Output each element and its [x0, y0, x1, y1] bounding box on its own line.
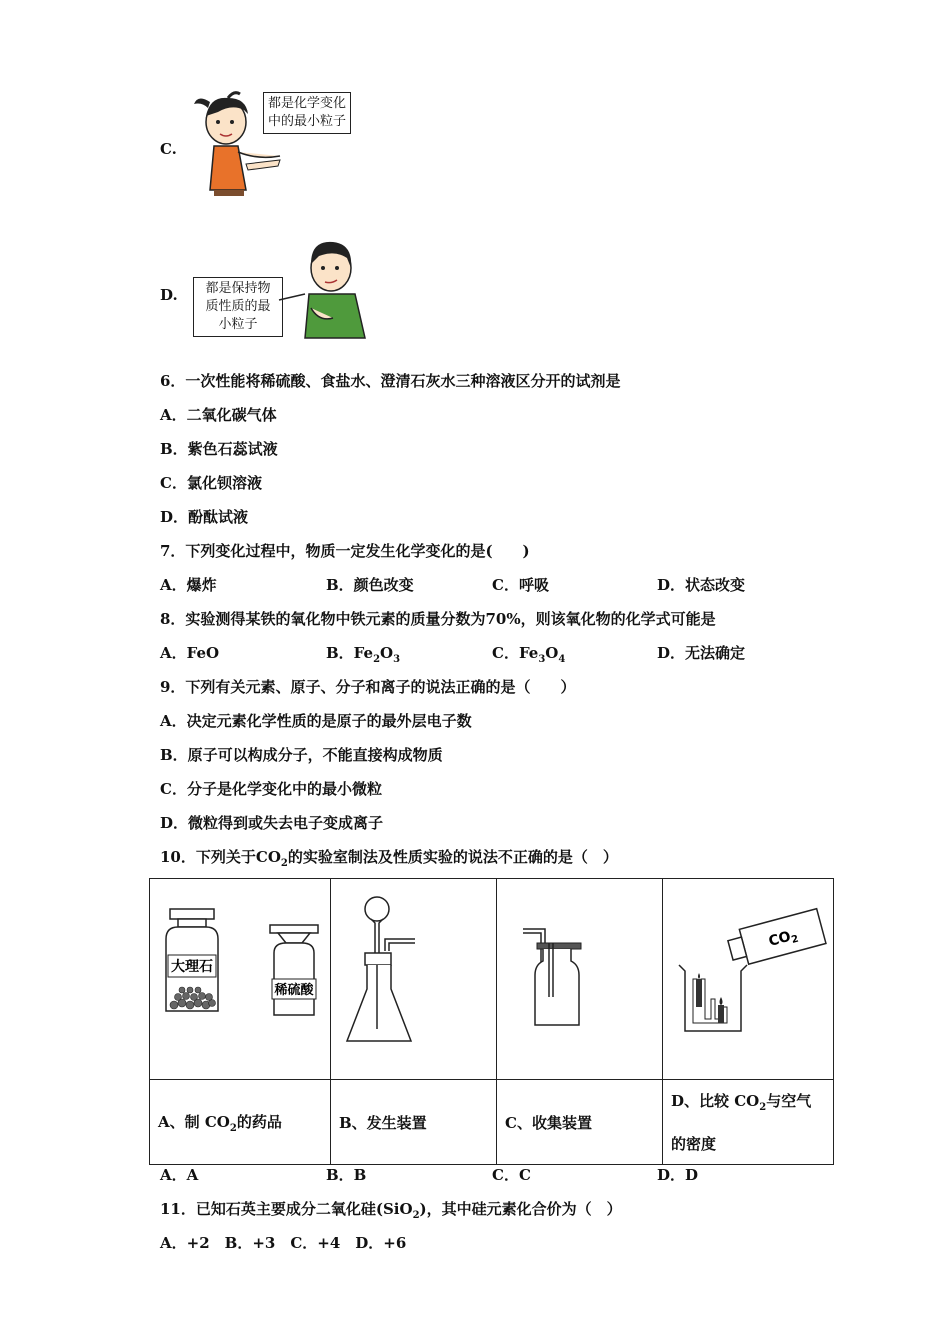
- reagent-bottles-diagram: [150, 879, 330, 1075]
- q10-stem: 10．下列关于$CO_2$的实验室制法及性质实验的说法不正确的是（ ）: [160, 848, 618, 869]
- density-comparison-diagram: [663, 879, 833, 1075]
- q10-option-d: D．D: [657, 1166, 699, 1184]
- generation-apparatus-diagram: [331, 879, 496, 1075]
- generator-image-cell: [331, 879, 497, 1080]
- q7-option-b: B．颜色改变: [326, 576, 414, 594]
- caption-c: C、收集装置: [497, 1080, 663, 1165]
- q10-option-b: B．B: [326, 1166, 367, 1184]
- q7-option-d: D．状态改变: [657, 576, 746, 594]
- acid-label: 稀硫酸: [274, 983, 314, 998]
- q10-option-c: C．C: [492, 1166, 531, 1184]
- q11-stem: 11．已知石英主要成分二氧化硅(SiO$_2$)，其中硅元素化合价为（ ）: [160, 1200, 622, 1221]
- caption-d: D、比较 $CO_2$与空气 的密度: [663, 1080, 834, 1165]
- q8-option-d: D．无法确定: [657, 644, 746, 662]
- q9-stem: 9．下列有关元素、原子、分子和离子的说法正确的是（ ）: [160, 678, 576, 696]
- q6-option-a: A．二氧化碳气体: [160, 406, 277, 424]
- q9-option-c: C．分子是化学变化中的最小微粒: [160, 780, 382, 798]
- marble-label: 大理石: [171, 959, 213, 975]
- caption-b: B、发生装置: [331, 1080, 497, 1165]
- bubble-d-line3: 小粒子: [218, 317, 258, 332]
- q5-option-d-label: D.: [160, 286, 178, 304]
- q9-option-b: B．原子可以构成分子，不能直接构成物质: [160, 746, 443, 764]
- q8-stem: 8．实验测得某铁的氧化物中铁元素的质量分数为70%，则该氧化物的化学式可能是: [160, 610, 716, 628]
- q9-option-a: A．决定元素化学性质的是原子的最外层电子数: [160, 712, 472, 730]
- collector-image-cell: [497, 879, 663, 1080]
- q6-option-b: B．紫色石蕊试液: [160, 440, 278, 458]
- q6-option-c: C．氯化钡溶液: [160, 474, 262, 492]
- q8-option-a: A．FeO: [160, 644, 220, 662]
- q7-stem: 7．下列变化过程中，物质一定发生化学变化的是( ): [160, 542, 530, 560]
- q10-experiment-table: [149, 878, 834, 1165]
- reagents-image-cell: [150, 879, 331, 1080]
- caption-a: A、制 $CO_2$的药品: [150, 1080, 331, 1165]
- q7-option-c: C．呼吸: [492, 576, 549, 594]
- bubble-c-line2: 中的最小粒子: [268, 114, 347, 129]
- bubble-d-line2: 质性质的最: [205, 299, 271, 314]
- q11-options: A．+2 B．+3 C．+4 D．+6: [160, 1234, 407, 1252]
- density-image-cell: [663, 879, 834, 1080]
- q9-option-d: D．微粒得到或失去电子变成离子: [160, 814, 384, 832]
- boy-illustration: [275, 238, 371, 340]
- bubble-d-line1: 都是保持物: [205, 281, 271, 296]
- q8-option-c: C．$Fe_3O_4$: [492, 644, 566, 665]
- q6-option-d: D．酚酞试液: [160, 508, 249, 526]
- q5-option-d-speech-bubble: [193, 277, 283, 337]
- collection-apparatus-diagram: [497, 879, 662, 1075]
- q8-option-b: B．$Fe_2O_3$: [326, 644, 401, 665]
- q6-stem: 6．一次性能将稀硫酸、食盐水、澄清石灰水三种溶液区分开的试剂是: [160, 372, 621, 390]
- q5-option-c-speech-bubble: [263, 92, 351, 134]
- q5-option-c-label: C.: [160, 140, 177, 158]
- bubble-c-line1: 都是化学变化: [268, 96, 347, 111]
- q7-option-a: A．爆炸: [160, 576, 217, 594]
- q10-option-a: A．A: [160, 1166, 199, 1184]
- co2-bottle-label: $CO_2$: [767, 928, 800, 950]
